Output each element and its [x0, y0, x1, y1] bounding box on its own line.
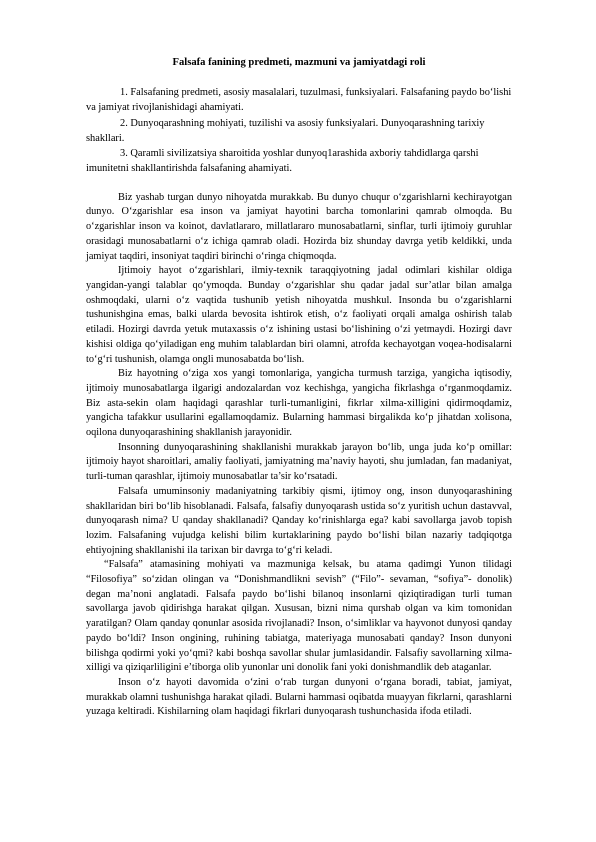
paragraph-6: “Falsafa” atamasining mohiyati va mazmuniga kelsak, bu atama qadimgi Yunon tilidagi “Filosofiya” so‘zidan olingan va “Donishmandlikni sevish” (“Filo”- sevaman, “sofiya”- donolik) degan ma’noni anglatadi. Falsafa paydo bo‘lishi bilanoq insonlarni qiziqtiradigan turli tuman savollarga javob qidirishga harakat qilgan. Xususan, bizni nima qurshab olgan va kim tomonidan yaratilgan? Olam qanday qonunlar asosida rivojlanadi? Inson, o‘simliklar va hayvonot dunyosi qanday paydo bo‘ldi? Inson ongining, ruhining tabiatga, materiyaga munosabati qanday? Inson dunyoni bilishga qodirmi yoki yo‘qmi? kabi boshqa savollar shular jumlasidandir. Falsafiy savollarning xilma- xilligi va qiziqarliligini e’tiborga olib yunonlar uni donolik fani yoki donishmandlik deb ataganlar. — [86, 559, 512, 674]
plan-item-3: 3. Qaramli sivilizatsiya sharoitida yoshlar dunyoq1arashida axboriy tahdidlarga qarshi imunitetni shakllantirishda falsafaning ahamiyati. — [86, 148, 479, 175]
plan-item-1: 1. Falsafaning predmeti, asosiy masalalari, tuzulmasi, funksiyalari. Falsafaning paydo bo‘lishi va jamiyat rivojlanishidagi ahamiyati. — [86, 87, 512, 114]
plan-item-2: 2. Dunyoqarashning mohiyati, tuzilishi va asosiy funksiyalari. Dunyoqarashning tarixiy shakllari. — [86, 117, 485, 144]
document-page — [86, 56, 512, 720]
document-title: Falsafa fanining predmeti, mazmuni va jamiyatdagi roli — [172, 57, 426, 68]
paragraph-3: Biz hayotning o‘ziga xos yangi tomonlariga, yangicha turmush tarziga, yangicha iqtisodiy, ijtimoiy munosabatlarga ilgarigi andozalardan voz kechishga, yangicha fikrlashga o‘rganmoqdamiz. Biz asta-sekin olam haqidagi qarashlar turli-tumanligini, fikrlar xilma-xilligini qidirmoqdamiz, yangicha tafakkur usullarini egallamoqdamiz. Bularning hammasi birgalikda ko‘p jihatdan xolisona, oqilona dunyoqarashining shakllanish jarayonidir. — [86, 368, 512, 439]
paragraph-4: Insonning dunyoqarashining shakllanishi murakkab jarayon bo‘lib, unga juda ko‘p omillar: ijtimoiy hayot sharoitlari, amaliy faoliyati, jamiyatning ma’naviy hayoti, shu jumladan, fan madaniyat, turli-tuman qarashlar, ijtimoiy munosabatlar ta’sir ko‘rsatadi. — [86, 441, 512, 483]
paragraph-7: Inson o‘z hayoti davomida o‘zini o‘rab turgan dunyoni o‘rgana boradi, tabiat, jamiyat, murakkab olamni tushunishga harakat qiladi. Bularni hammasi oqibatda muayyan fikrlarni, qarashlarni yuzaga keltiradi. Kishilarning olam haqidagi fikrlari dunyoqarash tushunchasida ifoda etiladi. — [86, 676, 512, 718]
lecture-plan — [86, 85, 512, 177]
paragraph-2: Ijtimoiy hayot o‘zgarishlari, ilmiy-texnik taraqqiyotning jadal odimlari kishilar oldiga yangidan-yangi talablar qo‘ymoqda. Bunday o‘zgarishlar shu qadar jadal sur’atlar bilan amalga oshmoqdaki, ularni o‘z vaqtida tushunib yetish nihoyatda mushkul. Insonda bu o‘zgarishlarni tushunishgina emas, balki ularda bevosita ishtirok etish, o‘z faoliyati orqali amalga oshirish talab etiladi. Hozirgi davrda yetuk mutaxassis o‘z ishining ustasi bo‘lishining o‘zi yetmaydi. Hozirgi davr kishisi oldiga qo‘yiladigan eng muhim talablardan biri olamni, atrofda kechayotgan voqea-hodisalarni to‘g‘ri tushunish, olamga ongli munosabatda bo‘lish. — [86, 265, 512, 365]
paragraph-5: Falsafa umuminsoniy madaniyatning tarkibiy qismi, ijtimoy ong, inson dunyoqarashining shakllaridan biri bo‘lib hisoblanadi. Falsafa, falsafiy dunyoqarash ustida so‘z yuritish uchun dastavval, dunyoqarash nima? U qanday shakllanadi? Qanday ko‘rinishlarga ega? kabi savollarga javob topish lozim. Falsafaning vujudga kelishi bilim kurtaklarining paydo bo‘lishi bilan nazariy tadqiqotga ehtiyojning shakllanishi ila tarixan bir davrga to‘g‘ri keladi. — [86, 485, 512, 556]
paragraph-1: Biz yashab turgan dunyo nihoyatda murakkab. Bu dunyo chuqur o‘zgarishlarni kechirayotgan dunyo. O‘zgarishlar esa inson va jamiyat hayotini barcha tomonlarini qamrab olmoqda. Bu o‘zgarishlar inson va koinot, davlatlararo, millatlararo munosabatlarni, sinflar, turli ijtimoiy guruhlar orasidagi munosabatlarni o‘z ichiga qamrab oladi. Hozirda biz shunday davrga yetib keldikki, unda jamiyat taqdiri, insoniyat taqdiri birinchi o‘ringa chiqmoqda. — [86, 191, 512, 262]
document-body — [86, 191, 512, 720]
